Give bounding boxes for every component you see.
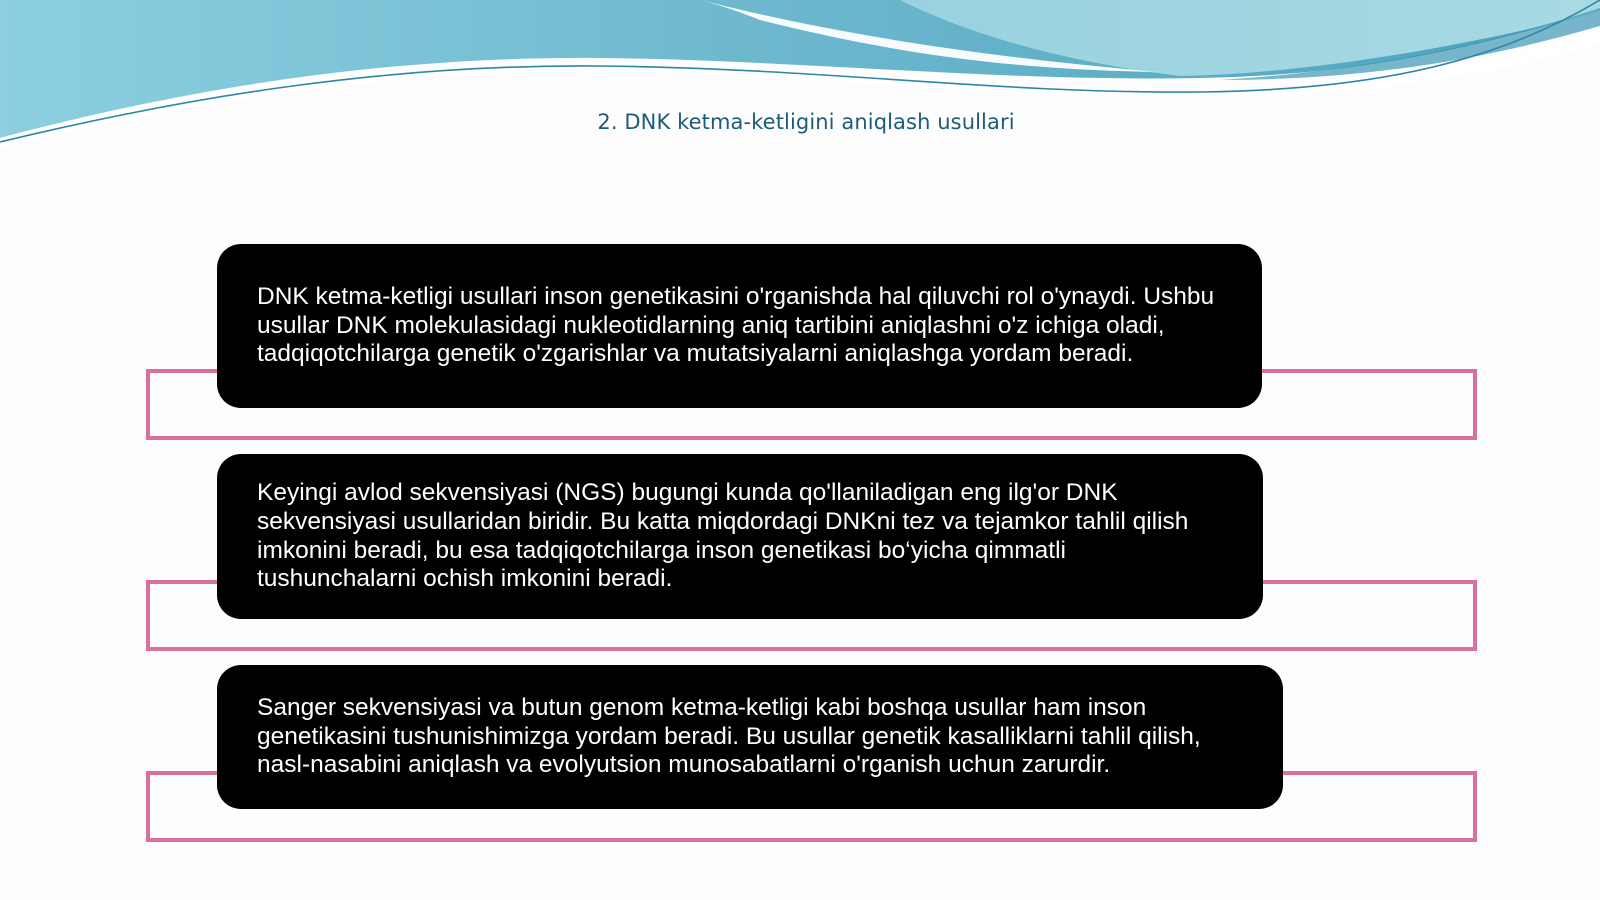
info-box-1 [217,244,1262,408]
slide-title: 2. DNK ketma-ketligini aniqlash usullari [597,110,1015,134]
info-box-3 [217,665,1283,809]
info-box-text-3: Sanger sekvensiyasi va butun genom ketma-ketligi kabi boshqa usullar ham inson genetikasini tushunishimizga yordam beradi. Bu usullar genetik kasalliklarni tahlil qilish, nasl-nasabini aniqlash va evolyutsion munosabatlarni o'rganish uchun zarurdir. [257,693,1201,779]
info-box-text-2: Keyingi avlod sekvensiyasi (NGS) bugungi kunda qo'llaniladigan eng ilg'or DNK sekvensiyasi usullaridan biridir. Bu katta miqdordagi DNKni tez va tejamkor tahlil qilish imkonini beradi, bu esa tadqiqotchilarga inson genetikasi bo‘yicha qimmatli tushunchalarni ochish imkonini beradi. [257,478,1189,593]
header-wave-decoration [0,0,1600,160]
info-box-text-1: DNK ketma-ketligi usullari inson genetikasini o'rganishda hal qiluvchi rol o'ynaydi. Ushbu usullar DNK molekulasidagi nukleotidlarning aniq tartibini aniqlashni o'z ichiga oladi, tadqiqotchilarga genetik o'zgarishlar va mutatsiyalarni aniqlashga yordam beradi. [257,282,1215,368]
info-box-2 [217,454,1263,619]
